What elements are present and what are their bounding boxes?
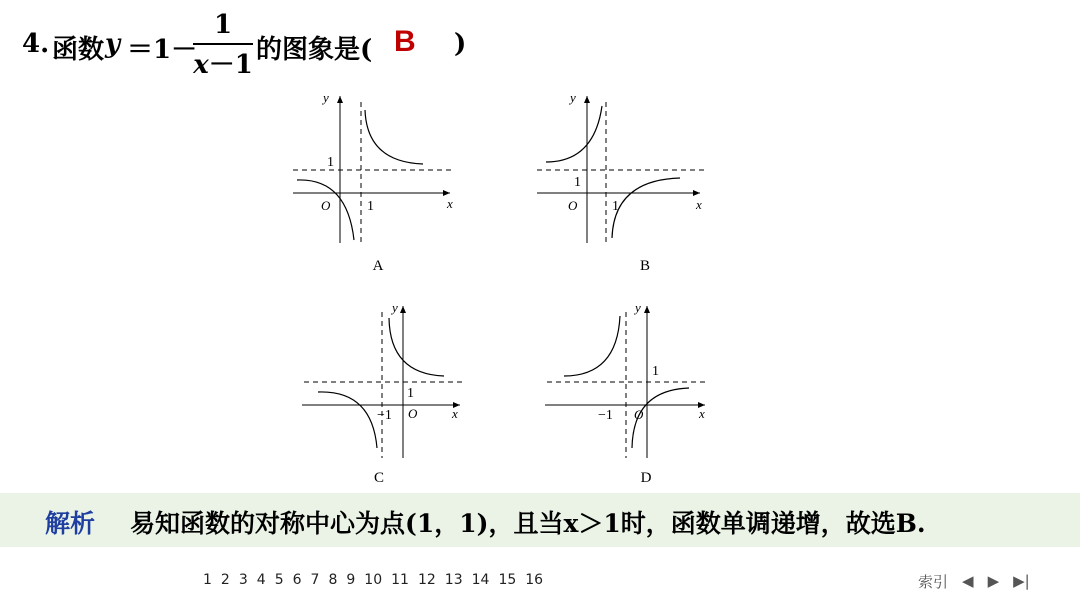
y-tick-label: 1 xyxy=(652,364,659,379)
page-link-12[interactable]: 12 xyxy=(417,572,436,588)
fraction xyxy=(193,10,253,80)
fraction-numerator: 1 xyxy=(213,10,233,40)
page-link-15[interactable]: 15 xyxy=(498,572,517,588)
page-link-14[interactable]: 14 xyxy=(471,572,490,588)
curve-lower xyxy=(318,392,377,448)
graph-d-svg xyxy=(543,298,723,488)
equals-one-minus: ＝1－ xyxy=(127,35,198,65)
page-link-4[interactable]: 4 xyxy=(256,572,266,588)
curve-upper xyxy=(564,316,620,376)
page-link-13[interactable]: 13 xyxy=(444,572,463,588)
x-axis-label: x xyxy=(452,406,458,421)
stem-prefix: 函数 xyxy=(52,35,105,65)
graph-label: C xyxy=(373,470,385,486)
page-links xyxy=(203,572,543,592)
graph-b xyxy=(532,88,712,278)
y-axis-label: y xyxy=(392,300,398,315)
curve-upper xyxy=(389,318,444,376)
fraction-den-rest: －1 xyxy=(208,50,253,80)
next-icon[interactable]: ▶ xyxy=(987,572,1000,590)
page-link-11[interactable]: 11 xyxy=(391,572,409,588)
fraction-denominator xyxy=(193,44,253,81)
close-paren: ) xyxy=(454,29,467,59)
curve-upper xyxy=(365,110,423,164)
page-link-3[interactable]: 3 xyxy=(238,572,248,588)
x-axis-label: x xyxy=(447,196,453,211)
bottom-nav xyxy=(918,570,1030,592)
page-link-5[interactable]: 5 xyxy=(274,572,284,588)
x-axis-label: x xyxy=(699,406,705,421)
graph-a xyxy=(285,88,465,278)
page-link-2[interactable]: 2 xyxy=(220,572,230,588)
x-axis-label: x xyxy=(696,197,702,212)
origin-label: O xyxy=(321,198,331,213)
question-number: 4. xyxy=(22,29,50,59)
y-tick-label: 1 xyxy=(327,155,334,170)
y-axis-arrow-icon xyxy=(584,96,590,103)
last-page-icon[interactable]: ▶| xyxy=(1013,572,1030,590)
y-axis-arrow-icon xyxy=(400,306,406,313)
origin-label: O xyxy=(634,407,644,422)
graph-a-svg xyxy=(285,88,465,278)
fraction-den-x: x xyxy=(193,50,209,80)
graph-d xyxy=(543,298,723,488)
var-y: y xyxy=(105,29,121,59)
y-axis-arrow-icon xyxy=(337,96,343,103)
y-tick-label: 1 xyxy=(407,386,414,401)
origin-label: O xyxy=(568,198,578,213)
page-link-7[interactable]: 7 xyxy=(310,572,320,588)
page-link-6[interactable]: 6 xyxy=(292,572,302,588)
graph-c-svg xyxy=(300,298,480,488)
page-link-8[interactable]: 8 xyxy=(328,572,338,588)
y-axis-label: y xyxy=(570,90,576,105)
index-button[interactable]: 索引 xyxy=(918,572,949,591)
curve-lower xyxy=(612,178,680,238)
page-link-9[interactable]: 9 xyxy=(346,572,356,588)
y-tick-label: 1 xyxy=(574,175,581,190)
x-tick-label: 1 xyxy=(612,199,619,214)
question-stem xyxy=(22,10,722,80)
graph-label: B xyxy=(639,258,651,274)
page-link-1[interactable]: 1 xyxy=(203,572,212,588)
page-link-16[interactable]: 16 xyxy=(525,572,544,588)
analysis-text: 易知函数的对称中心为点(1，1)，且当x＞1时，函数单调递增，故选B. xyxy=(130,509,926,538)
y-axis-label: y xyxy=(635,300,641,315)
prev-icon[interactable]: ◀ xyxy=(962,572,974,590)
graph-label: D xyxy=(640,470,652,486)
stem-suffix: 的图象是( xyxy=(256,35,373,65)
y-axis-arrow-icon xyxy=(644,306,650,313)
origin-label: O xyxy=(408,406,418,421)
graph-label: A xyxy=(372,258,384,274)
x-tick-label: 1 xyxy=(367,199,374,214)
graph-b-svg xyxy=(532,88,712,278)
analysis-label: 解析 xyxy=(45,509,96,538)
x-axis-arrow-icon xyxy=(693,190,700,196)
analysis-panel xyxy=(0,493,1080,547)
page-link-10[interactable]: 10 xyxy=(364,572,383,588)
answer-letter: B xyxy=(394,25,416,58)
y-axis-label: y xyxy=(323,90,329,105)
x-tick-label: −1 xyxy=(377,408,392,423)
graph-c xyxy=(300,298,480,488)
curve-upper xyxy=(546,106,602,162)
x-tick-label: −1 xyxy=(598,408,613,423)
